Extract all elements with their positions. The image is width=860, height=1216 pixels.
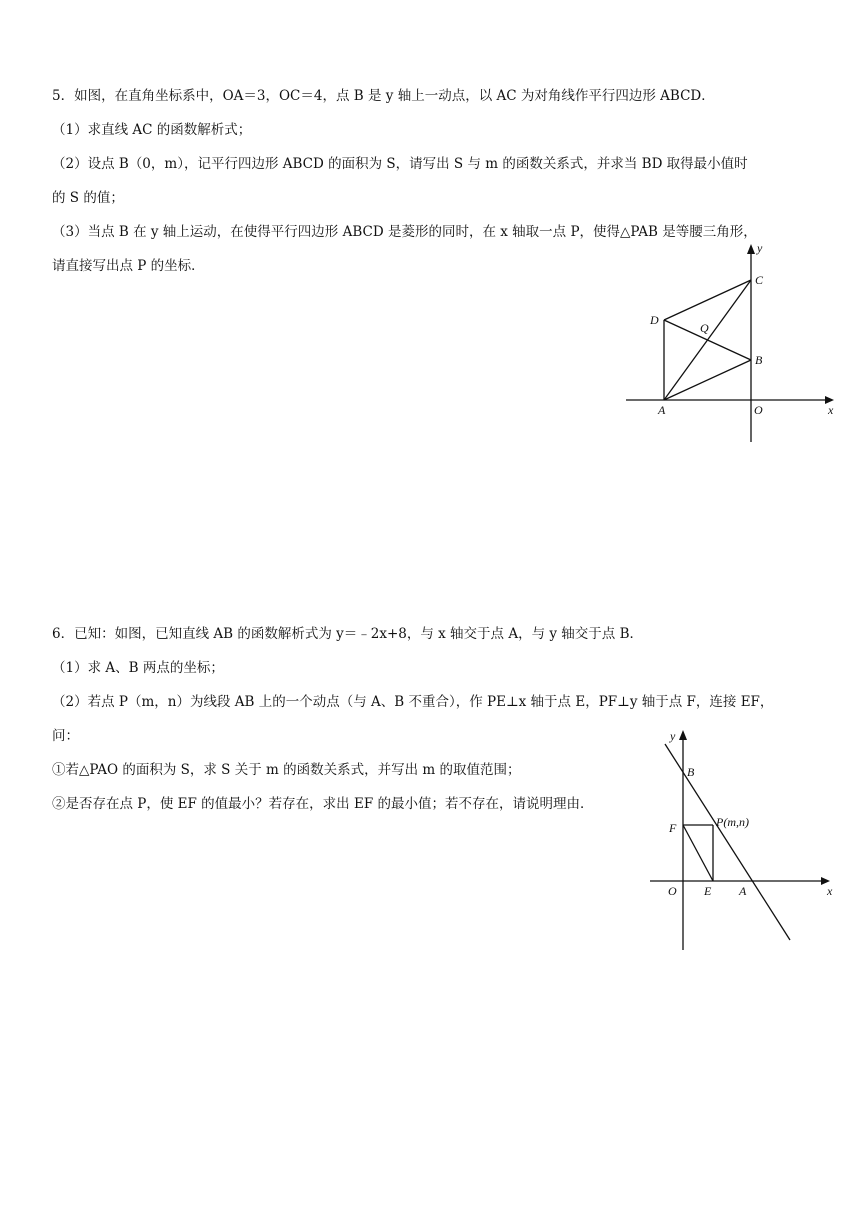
- problem-6-line-6: ②是否存在点 P，使 EF 的值最小？若存在，求出 EF 的最小值；若不存在，请说明理由．: [52, 796, 594, 812]
- problem-5-line-1: 5．如图，在直角坐标系中，OA＝3，OC＝4，点 B 是 y 轴上一动点，以 AC 为对角线作平行四边形 ABCD．: [52, 88, 715, 104]
- label-P: P(m,n): [716, 815, 749, 829]
- problem-5-line-4: 的 S 的值；: [52, 190, 124, 206]
- problem-5-line-2: （1）求直线 AC 的函数解析式；: [52, 122, 252, 138]
- problem-6-line-3: （2）若点 P（m，n）为线段 AB 上的一个动点（与 A、B 不重合），作 PE⊥x 轴于点 E，PF⊥y 轴于点 F，连接 EF，: [52, 694, 774, 710]
- segment-AC: [664, 280, 751, 400]
- problem-5-line-6: 请直接写出点 P 的坐标．: [52, 258, 205, 274]
- label-y: y: [757, 241, 763, 255]
- problem-6-line-4: 问：: [52, 728, 79, 744]
- label-Q: Q: [700, 321, 709, 335]
- line-AB: [665, 744, 790, 940]
- segment-AB: [664, 360, 751, 400]
- problem-6-figure: [640, 724, 846, 956]
- segment-EF: [683, 825, 713, 881]
- label-B: B: [687, 765, 695, 779]
- label-O: O: [668, 884, 677, 898]
- label-x: x: [828, 403, 834, 417]
- label-D: D: [650, 313, 659, 327]
- segment-DC: [664, 280, 751, 320]
- label-A: A: [739, 884, 747, 898]
- label-O: O: [754, 403, 763, 417]
- problem-6-line-5: ①若△PAO 的面积为 S，求 S 关于 m 的函数关系式，并写出 m 的取值范围；: [52, 762, 521, 778]
- y-axis-arrow: [679, 730, 687, 740]
- label-x: x: [827, 884, 833, 898]
- label-A: A: [658, 403, 666, 417]
- label-C: C: [755, 273, 764, 287]
- problem-5-line-3: （2）设点 B（0，m），记平行四边形 ABCD 的面积为 S，请写出 S 与 m 的函数关系式，并求当 BD 取得最小值时: [52, 156, 748, 172]
- label-F: F: [669, 821, 677, 835]
- problem-6-line-1: 6．已知：如图，已知直线 AB 的函数解析式为 y＝﹣2x+8，与 x 轴交于点 A，与 y 轴交于点 B．: [52, 626, 644, 642]
- problem-6-line-2: （1）求 A、B 两点的坐标；: [52, 660, 224, 676]
- problem-5-line-5: （3）当点 B 在 y 轴上运动，在使得平行四边形 ABCD 是菱形的同时，在 x 轴取一点 P，使得△PAB 是等腰三角形，: [52, 224, 757, 240]
- label-E: E: [704, 884, 712, 898]
- label-B: B: [755, 353, 763, 367]
- label-y: y: [670, 729, 676, 743]
- y-axis-arrow: [747, 244, 755, 254]
- problem-5-figure: [620, 236, 850, 448]
